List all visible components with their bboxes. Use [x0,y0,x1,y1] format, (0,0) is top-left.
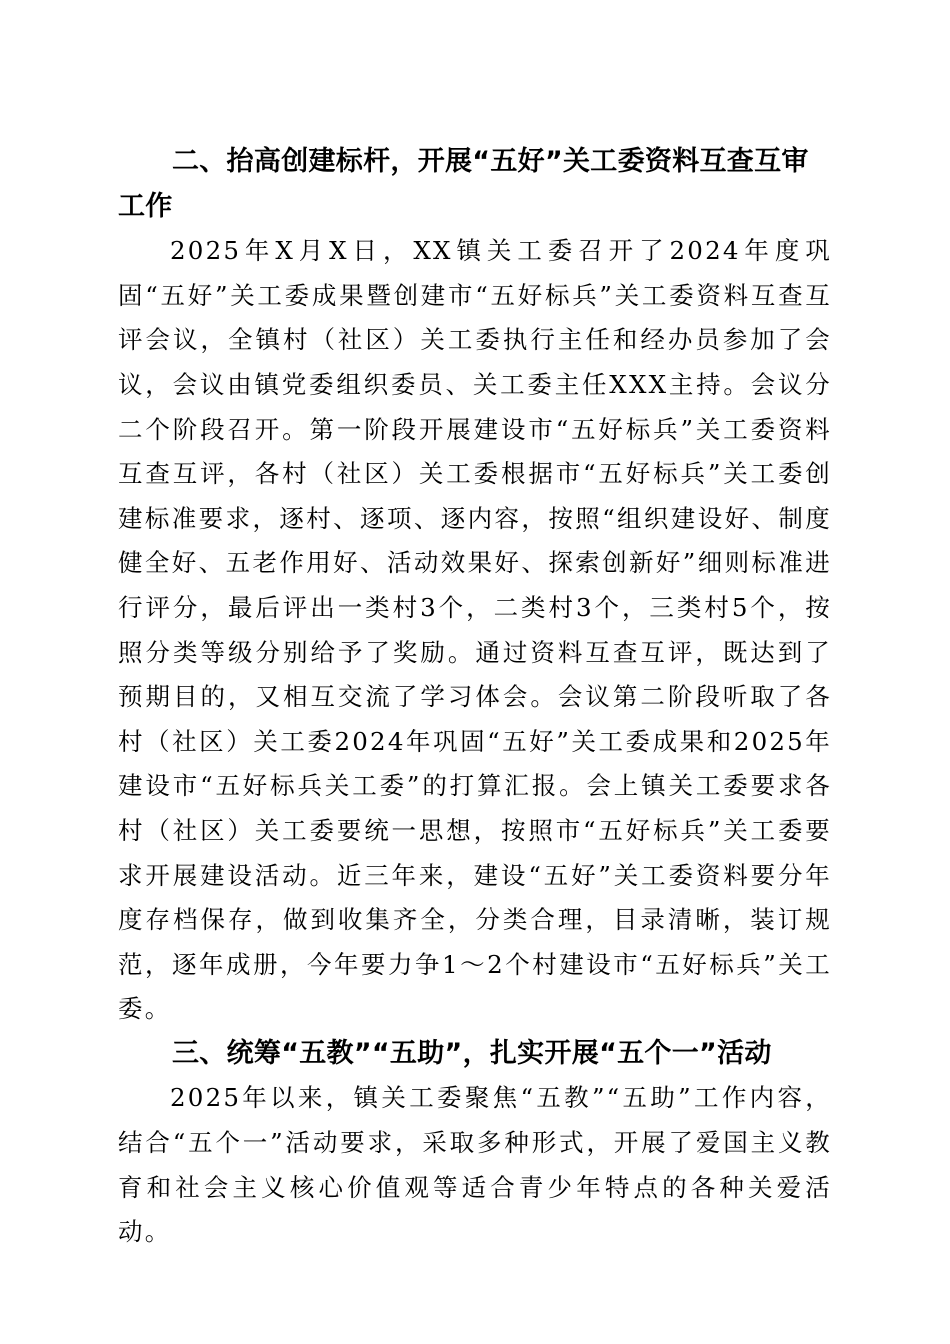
section-2-paragraph: 2025年X月X日，XX镇关工委召开了2024年度巩固“五好”关工委成果暨创建市“五好标兵”关工委资料互查互评会议，全镇村（社区）关工委执行主任和经办员参加了会议，会议由镇党委组织委员、关工委主任XXX主持。会议分二个阶段召开。第一阶段开展建设市“五好标兵”关工委资料互查互评，各村（社区）关工委根据市“五好标兵”关工委创建标准要求，逐村、逐项、逐内容，按照“组织建设好、制度健全好、五老作用好、活动效果好、探索创新好”细则标准进行评分，最后评出一类村3个，二类村3个，三类村5个，按照分类等级分别给予了奖励。通过资料互查互评，既达到了预期目的，又相互交流了学习体会。会议第二阶段听取了各村（社区）关工委2024年巩固“五好”关工委成果和2025年建设市“五好标兵关工委”的打算汇报。会上镇关工委要求各村（社区）关工委要统一思想，按照市“五好标兵”关工委要求开展建设活动。近三年来，建设“五好”关工委资料要分年度存档保存，做到收集齐全，分类合理，目录清晰，装订规范，逐年成册，今年要力争1～2个村建设市“五好标兵”关工委。 [118,236,832,1024]
section-3-paragraph: 2025年以来，镇关工委聚焦“五教”“五助”工作内容，结合“五个一”活动要求，采取多种形式，开展了爱国主义教育和社会主义核心价值观等适合青少年特点的各种关爱活动。 [118,1083,832,1247]
document-body [118,140,832,1255]
section-heading-2: 二、抬高创建标杆，开展“五好”关工委资料互查互审工作 [118,146,809,222]
section-heading-3: 三、统筹“五教”“五助”，扎实开展“五个一”活动 [172,1037,772,1069]
